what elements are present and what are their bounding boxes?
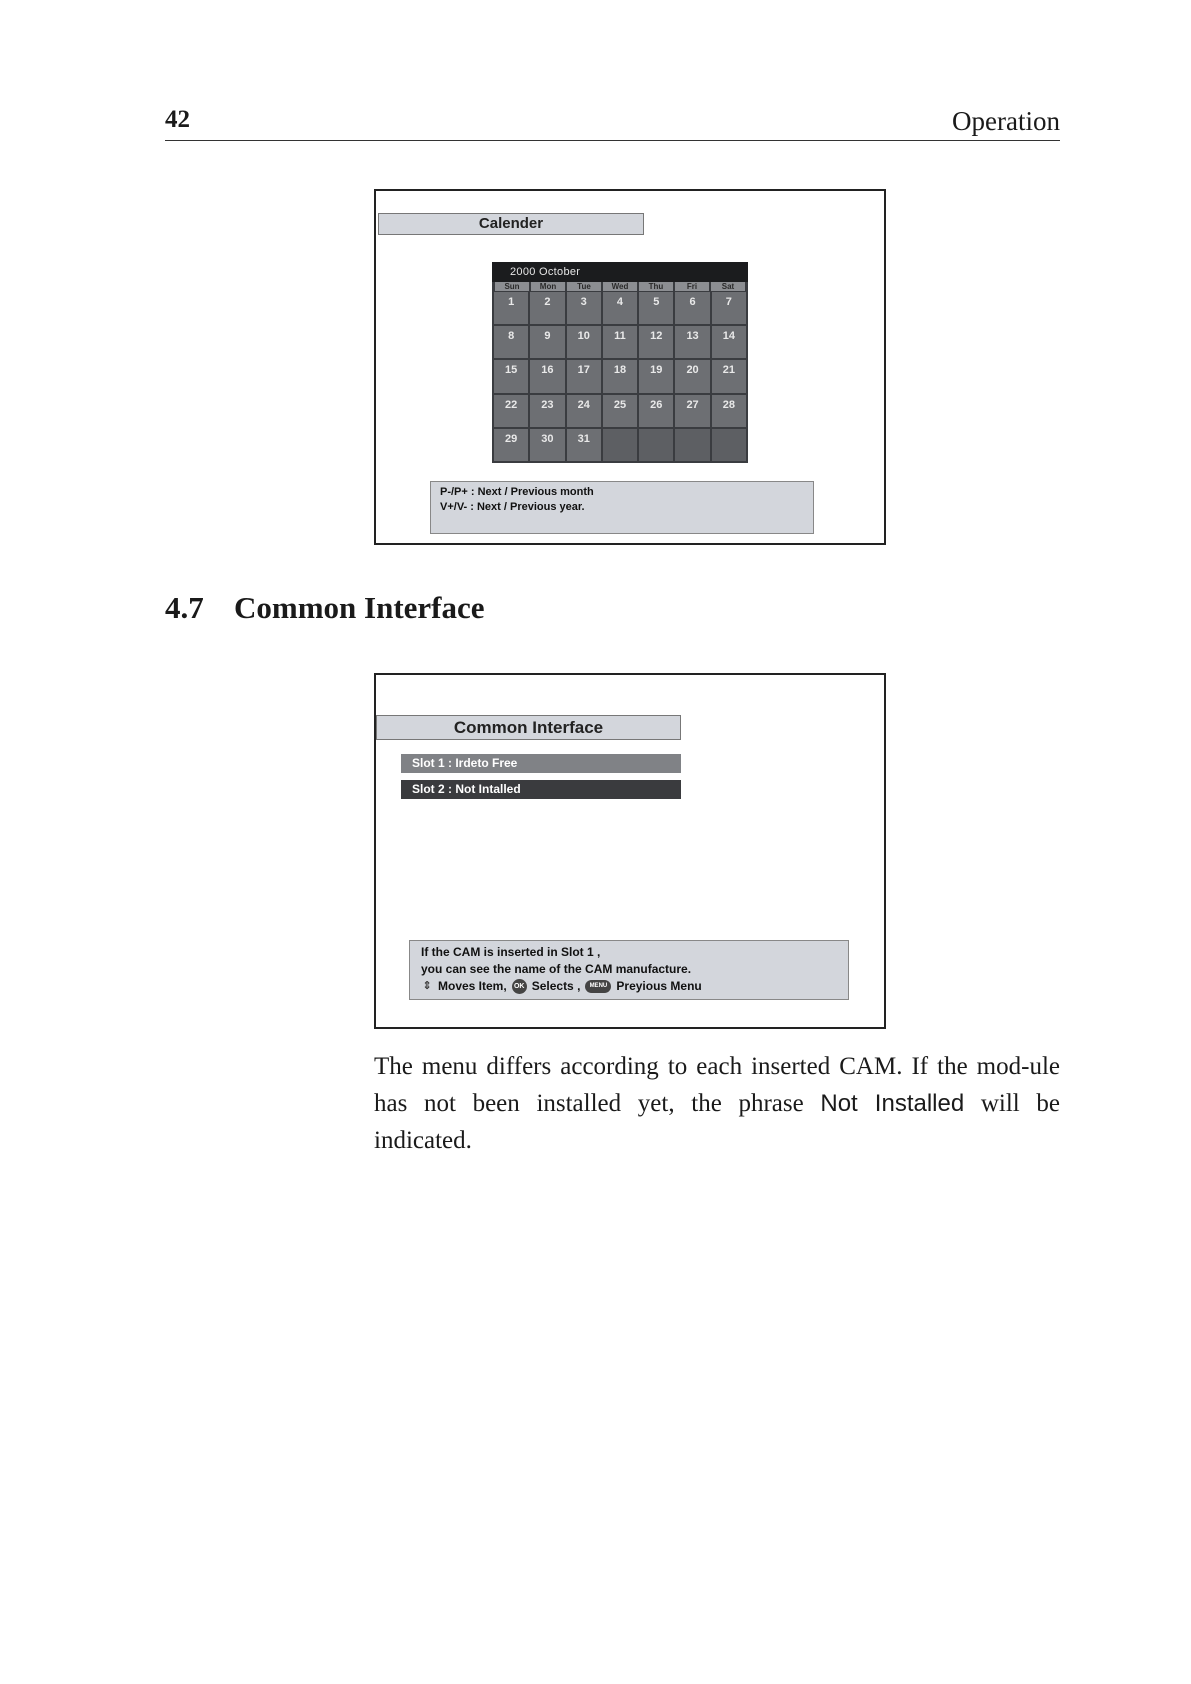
running-head: Operation — [952, 106, 1060, 136]
moves-item-label: Moves Item, — [438, 979, 507, 993]
ci-help-line: you can see the name of the CAM manufacture. — [421, 962, 692, 976]
calendar-day-cell: 26 — [639, 395, 673, 427]
body-text-before: The menu differs according to each inserted CAM. If the mod-ule has not been installed yet, the phrase — [374, 1053, 1060, 1117]
previous-menu-label: Preyious Menu — [616, 979, 702, 993]
calendar-help-line: P-/P+ : Next / Previous month — [440, 486, 594, 498]
slot-2-item[interactable]: Slot 2 : Not Intalled — [401, 780, 681, 799]
body-text-after: will be indicated. — [374, 1090, 1061, 1154]
calendar-weekday: Sat — [711, 282, 745, 291]
calendar-day-cell: 8 — [494, 326, 528, 358]
calendar-day-cell: 12 — [639, 326, 673, 358]
calendar-day-cell: 7 — [712, 292, 746, 324]
calendar-day-cell: 28 — [712, 395, 746, 427]
ci-help-line: If the CAM is inserted in Slot 1 , — [421, 945, 601, 959]
calendar-day-cell: 25 — [603, 395, 637, 427]
calendar-day-cell: 11 — [603, 326, 637, 358]
not-installed-term: Not Installed — [820, 1090, 965, 1117]
calendar-screenshot — [374, 189, 886, 545]
calendar-day-cell: 23 — [530, 395, 564, 427]
calendar-day-cell: 24 — [567, 395, 601, 427]
calendar-day-cell: 19 — [639, 360, 673, 392]
page-number: 42 — [165, 106, 190, 133]
calendar-day-grid — [494, 292, 746, 461]
calendar-weekday: Thu — [639, 282, 673, 291]
calendar-day-cell: 13 — [675, 326, 709, 358]
common-interface-screenshot — [374, 673, 886, 1029]
calendar-day-cell: 5 — [639, 292, 673, 324]
up-down-arrows-icon: ⇕ — [422, 980, 432, 992]
calendar-weekday: Fri — [675, 282, 709, 291]
calendar-month-label: 2000 October — [492, 262, 748, 282]
calendar-day-cell: 16 — [530, 360, 564, 392]
calendar-day-cell: 27 — [675, 395, 709, 427]
section-number: 4.7 — [165, 590, 204, 625]
calendar-day-cell: 9 — [530, 326, 564, 358]
selects-label: Selects , — [531, 979, 581, 993]
calendar-day-cell — [712, 429, 746, 461]
calendar-day-cell — [603, 429, 637, 461]
calendar-day-cell: 21 — [712, 360, 746, 392]
calendar-weekday: Wed — [603, 282, 637, 291]
section-heading — [165, 590, 485, 626]
body-paragraph — [374, 1048, 1060, 1159]
calendar-day-cell: 14 — [712, 326, 746, 358]
calendar-help-line: V+/V- : Next / Previous year. — [440, 501, 585, 513]
calendar-day-cell: 22 — [494, 395, 528, 427]
calendar-day-cell: 29 — [494, 429, 528, 461]
calendar-day-cell: 4 — [603, 292, 637, 324]
ci-nav-legend — [421, 978, 837, 995]
calendar-weekday: Mon — [531, 282, 565, 291]
section-title: Common Interface — [234, 590, 485, 625]
calendar-help-box — [430, 481, 814, 534]
ci-help-box — [409, 940, 849, 1000]
calendar-day-cell: 18 — [603, 360, 637, 392]
menu-key-icon: MENU — [585, 980, 611, 993]
calendar-weekday-row — [494, 282, 746, 291]
ok-key-icon: OK — [512, 979, 527, 994]
calendar-day-cell: 31 — [567, 429, 601, 461]
calendar-day-cell: 1 — [494, 292, 528, 324]
calendar-day-cell: 17 — [567, 360, 601, 392]
calendar-day-cell: 20 — [675, 360, 709, 392]
ci-title-bar: Common Interface — [376, 715, 681, 740]
calendar-weekday: Tue — [567, 282, 601, 291]
calendar-day-cell: 15 — [494, 360, 528, 392]
calendar-title-bar: Calender — [378, 213, 644, 235]
calendar-day-cell: 3 — [567, 292, 601, 324]
calendar-day-cell: 30 — [530, 429, 564, 461]
calendar-day-cell: 10 — [567, 326, 601, 358]
calendar-weekday: Sun — [495, 282, 529, 291]
calendar-widget — [492, 262, 748, 463]
calendar-day-cell: 2 — [530, 292, 564, 324]
calendar-day-cell: 6 — [675, 292, 709, 324]
slot-1-item[interactable]: Slot 1 : Irdeto Free — [401, 754, 681, 773]
calendar-day-cell — [675, 429, 709, 461]
page-header — [165, 104, 1060, 141]
calendar-day-cell — [639, 429, 673, 461]
